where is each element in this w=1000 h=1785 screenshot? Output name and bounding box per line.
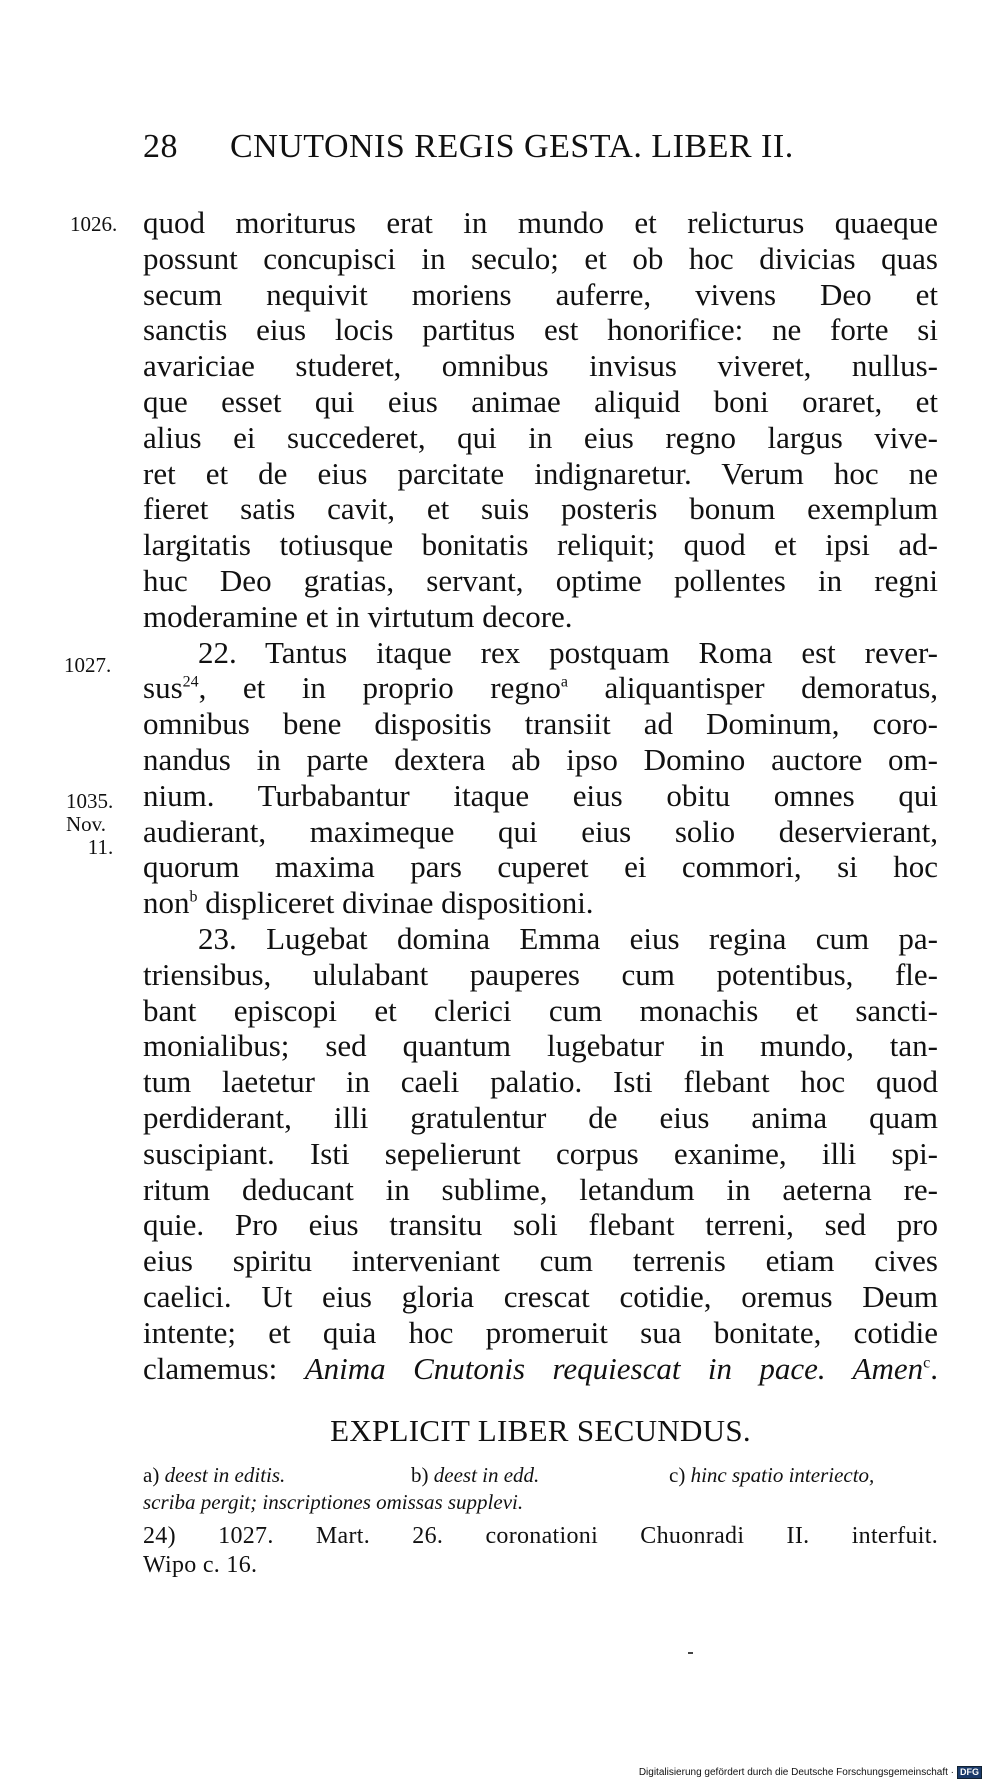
text-fragment: displiceret divinae dispositioni. [197,885,594,921]
text-line: intente; et quia hoc promeruit sua bonitate, cotidie [143,1314,938,1350]
text-line: tum laetetur in caeli palatio. Isti flebant hoc quod [143,1064,938,1100]
margin-date-1035 [66,790,113,859]
text-line: caelici. Ut eius gloria crescat cotidie, oremus Deum [143,1278,938,1314]
text-line: secum nequivit moriens auferre, vivens Deo et [143,276,938,312]
text-line: nandus in parte dextera ab ipso Domino auctore om- [143,741,938,777]
text-line: huc Deo gratias, servant, optime pollentes in regni [143,562,938,598]
footnote-row [143,1462,938,1489]
footnote-ref-a: a [560,674,568,692]
text-fragment: aliquantisper demoratus, [567,670,939,706]
footnote-label: b) [411,1463,429,1487]
text-line: moderamine et in virtutum decore. [143,598,573,634]
text-line-with-notes [143,670,938,706]
margin-month-nov: Nov. [66,812,107,836]
text-line: ret et de eius parcitate indignaretur. Verum hoc ne [143,455,938,491]
italic-prayer: Anima Cnutonis requiescat in pace. Amen [304,1350,924,1386]
text-line: alius ei succederet, qui in eius regno largus vive- [143,419,938,455]
text-line: fieret satis cavit, et suis posteris bonum exemplum [143,491,938,527]
footnote-c [669,1463,874,1487]
text-line: triensibus, ululabant pauperes cum potentibus, fle- [143,956,938,992]
margin-year-1027: 1027. [64,653,112,677]
paragraph-22-start: 22. Tantus itaque rex postquam Roma est rever- [198,634,938,670]
text-line: audierant, maximeque qui eius solio deservierant, [143,813,938,849]
dfg-logo: DFG [957,1766,982,1779]
text-line: que esset qui eius animae aliquid boni oraret, et [143,383,938,419]
text-fragment: clamemus: [143,1350,305,1386]
margin-year-1026: 1026. [70,212,118,236]
page-header [140,128,880,178]
text-line-with-notes [143,885,938,921]
footnote-ref-24: 24 [182,674,199,692]
running-title: CNUTONIS REGIS GESTA. LIBER II. [230,128,794,165]
text-line: avariciae studeret, omnibus invisus viveret, nullus- [143,348,938,384]
text-fragment: , et in proprio regno [198,670,561,706]
footnote-c-continued: scriba pergit; inscriptiones omissas supplevi. [143,1490,524,1514]
footnotes-abc [143,1462,938,1516]
footnote-a [143,1462,411,1489]
footnote-ref-b: b [189,888,198,906]
text-line: possunt concupisci in seculo; et ob hoc divicias quas [143,240,938,276]
footnote-label: a) [143,1463,160,1487]
text-fragment: non [143,885,190,921]
text-line: nium. Turbabantur itaque eius obitu omnes qui [143,777,938,813]
margin-day-11: 11. [87,835,114,859]
text-line: bant episcopi et clerici cum monachis et sancti- [143,992,938,1028]
text-line-with-notes [143,1351,938,1387]
text-line: eius spiritu interveniant cum terrenis etiam cives [143,1243,938,1279]
text-line: quod moriturus erat in mundo et relicturus quaeque [143,205,938,240]
text-line: perdiderant, illi gratulentur de eius anima quam [143,1099,938,1135]
text-line: largitatis totiusque bonitatis reliquit; quod et ipsi ad- [143,527,938,563]
footnote-text: deest in editis. [164,1463,286,1487]
footnote-text: hinc spatio interiecto, [690,1463,875,1487]
text-fragment: . [930,1350,938,1386]
page-number: 28 [143,128,178,165]
scan-speck [688,1652,693,1654]
text-line: sanctis eius locis partitus est honorifice: ne forte si [143,312,938,348]
footnote-24 [143,1522,938,1580]
explicit-heading: EXPLICIT LIBER SECUNDUS. [330,1413,751,1448]
text-line: quorum maxima pars cuperet ei commori, si hoc [143,849,938,885]
digitization-credit: Digitalisierung gefördert durch die Deutsche Forschungsgemeinschaft · DFG [639,1766,982,1779]
footnote-24-line: 24) 1027. Mart. 26. coronationi Chuonradi II. interfuit. [143,1523,938,1549]
text-line: ritum deducant in sublime, letandum in aeterna re- [143,1171,938,1207]
text-line: monialibus; sed quantum lugebatur in mundo, tan- [143,1028,938,1064]
footnote-ref-c: c [923,1354,931,1372]
text-line: omnibus bene dispositis transiit ad Dominum, coro- [143,706,938,742]
text-line: quie. Pro eius transitu soli flebant terreni, sed pro [143,1207,938,1243]
footnote-text: deest in edd. [433,1463,540,1487]
main-text [143,205,938,1386]
paragraph-23-start: 23. Lugebat domina Emma eius regina cum pa- [198,920,938,956]
footnote-b [411,1462,669,1489]
text-line: suscipiant. Isti sepelierunt corpus exanime, illi spi- [143,1135,938,1171]
footnotes [143,1462,938,1580]
margin-year-1035: 1035. [66,789,114,813]
text-fragment: sus [143,670,183,706]
credit-text: Digitalisierung gefördert durch die Deutsche Forschungsgemeinschaft [638,1767,948,1779]
footnote-label: c) [669,1463,686,1487]
footnote-24-line: Wipo c. 16. [143,1552,258,1578]
